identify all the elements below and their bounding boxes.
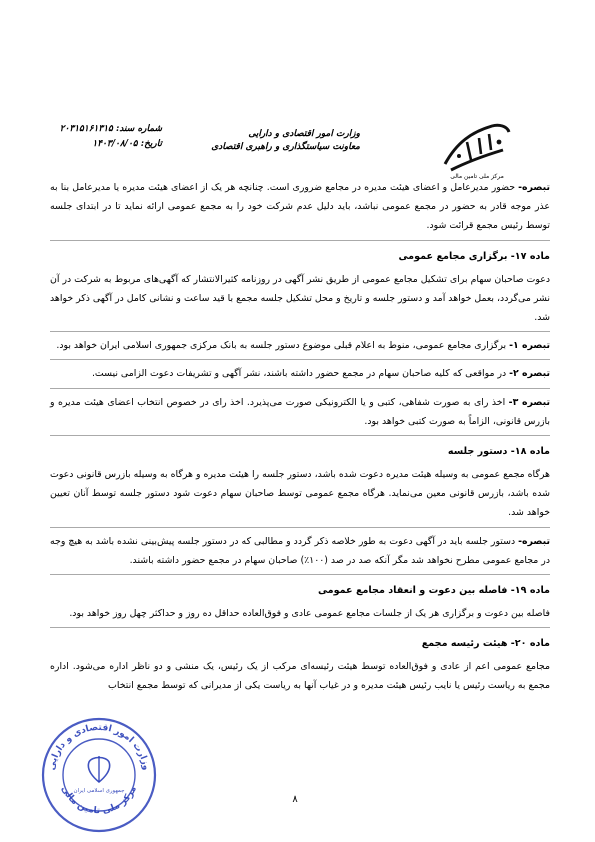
note-label: تبصره- <box>518 182 550 193</box>
article-20-text: مجامع عمومی اعم از عادی و فوق‌العاده توسط هیئت رئیسه‌ای مرکب از یک رئیس، یک منشی و دو ناظر اداره می‌شود. اداره مجمع به ریاست رئیس یا نایب رئیس هیئت مدیره و در غیاب آنها به ریاست یکی از مدیرانی که توسط مجمع انتخاب <box>50 661 550 692</box>
note-paragraph <box>50 178 550 241</box>
document-body <box>50 178 550 700</box>
letter-date: ۱۴۰۳/۰۸/۰۵ <box>92 139 138 149</box>
note-text: دستور جلسه باید در آگهی دعوت به طور خلاصه ذکر گردد و مطالبی که در دستور جلسه پیش‌بینی نشده باشد به هیچ وجه در مجامع عمومی مطرح نخواهد شد مگر آنکه صد در صد (۱۰۰٪) صاحبان سهام در مجمع حضور داشته باشند. <box>50 535 550 566</box>
note-label: تبصره ۳- <box>508 396 550 408</box>
article-20-heading: ماده ۲۰- هیئت رئیسه مجمع <box>421 638 550 650</box>
letter-number: ۲۰۳۱۵۱۶۱۳۱۵ <box>59 124 113 134</box>
article-17-note-1 <box>50 336 550 360</box>
article-18-note <box>50 532 550 575</box>
note-label: تبصره ۱- <box>509 340 550 352</box>
letter-date-row <box>52 137 162 152</box>
logo-text: مرکز ملی تامین مالی <box>450 173 504 180</box>
letter-number-label: شماره سند: <box>116 124 162 134</box>
stamp-outer-text: وزارت امور اقتصادی و دارایی <box>47 722 151 772</box>
letter-number-row <box>52 122 162 137</box>
note-label: تبصره ۲- <box>509 368 550 380</box>
official-stamp <box>40 716 158 834</box>
letter-date-label: تاریخ: <box>140 139 162 149</box>
article-17-note-3 <box>50 393 550 436</box>
note-label: تبصره- <box>518 535 550 547</box>
stamp-inner-text: جمهوری اسلامی ایران <box>73 788 125 794</box>
ministry-name: وزارت امور اقتصادی و دارایی <box>248 129 360 139</box>
letter-meta <box>52 122 162 152</box>
note-text: حضور مدیرعامل و اعضای هیئت مدیره در مجامع ضروری است. چنانچه هر یک از اعضای هیئت مدیره یا مدیرعامل بنا به عذر موجه قادر به حضور در مجمع عمومی نباشد، باید دلیل عدم شرکت خود را به مجمع عمومی ارائه نماید تا در ابتدای جلسه توسط رئیس مجمع قرائت شود. <box>50 182 550 232</box>
article-19-text: فاصله بین دعوت و برگزاری هر یک از جلسات مجامع عمومی عادی و فوق‌العاده حداقل ده روز و حداکثر چهل روز خواهد بود. <box>50 604 550 628</box>
note-text: برگزاری مجامع عمومی، منوط به اعلام قبلی موضوع دستور جلسه به بانک مرکزی جمهوری اسلامی ایران خواهد بود. <box>56 340 510 352</box>
letter-header <box>0 112 595 182</box>
article-18-text: هرگاه مجمع عمومی به وسیله هیئت مدیره دعوت شده باشد، دستور جلسه را هیئت مدیره و هرگاه به وسیله بازرس قانونی دعوت شده باشد، بازرس قانونی معین می‌نماید. هرگاه مجمع عمومی توسط صاحبان سهام دعوت شود دستور جلسه توسط آنان تعیین خواهد شد. <box>50 465 550 528</box>
note-text: در مواقعی که کلیه صاحبان سهام در مجمع حضور داشته باشند، نشر آگهی و تشریفات دعوت الزامی نیست. <box>91 368 510 380</box>
stamp-bottom-text: مرکز ملی تامین مالی <box>58 784 140 817</box>
article-17-note-2 <box>50 364 550 388</box>
logo <box>437 112 517 180</box>
page-number: ۸ <box>292 794 298 805</box>
department-name: معاونت سیاستگذاری و راهبری اقتصادی <box>211 142 360 152</box>
article-17-text: دعوت صاحبان سهام برای تشکیل مجامع عمومی از طریق نشر آگهی در روزنامه کثیرالانتشار که آگهی‌های مربوط به شرکت در آن نشر می‌گردد، بعمل خواهد آمد و دستور جلسه و تاریخ و محل تشکیل جلسه مجمع با قید ساعت و نشانی کامل در آگهی ذکر خواهد شد. <box>50 270 550 333</box>
article-17-heading: ماده ۱۷- برگزاری مجامع عمومی <box>398 250 550 262</box>
organization-title <box>211 128 360 154</box>
article-18-heading: ماده ۱۸- دستور جلسه <box>447 446 550 458</box>
article-19-heading: ماده ۱۹- فاصله بین دعوت و انعقاد مجامع عمومی <box>317 585 550 597</box>
note-text: اخذ رای به صورت شفاهی، کتبی و یا الکترونیکی صورت می‌پذیرد. اخذ رای در خصوص انتخاب اعضای هیئت مدیره و بازرس قانونی، الزاماً به صورت کتبی خواهد بود. <box>50 396 550 427</box>
